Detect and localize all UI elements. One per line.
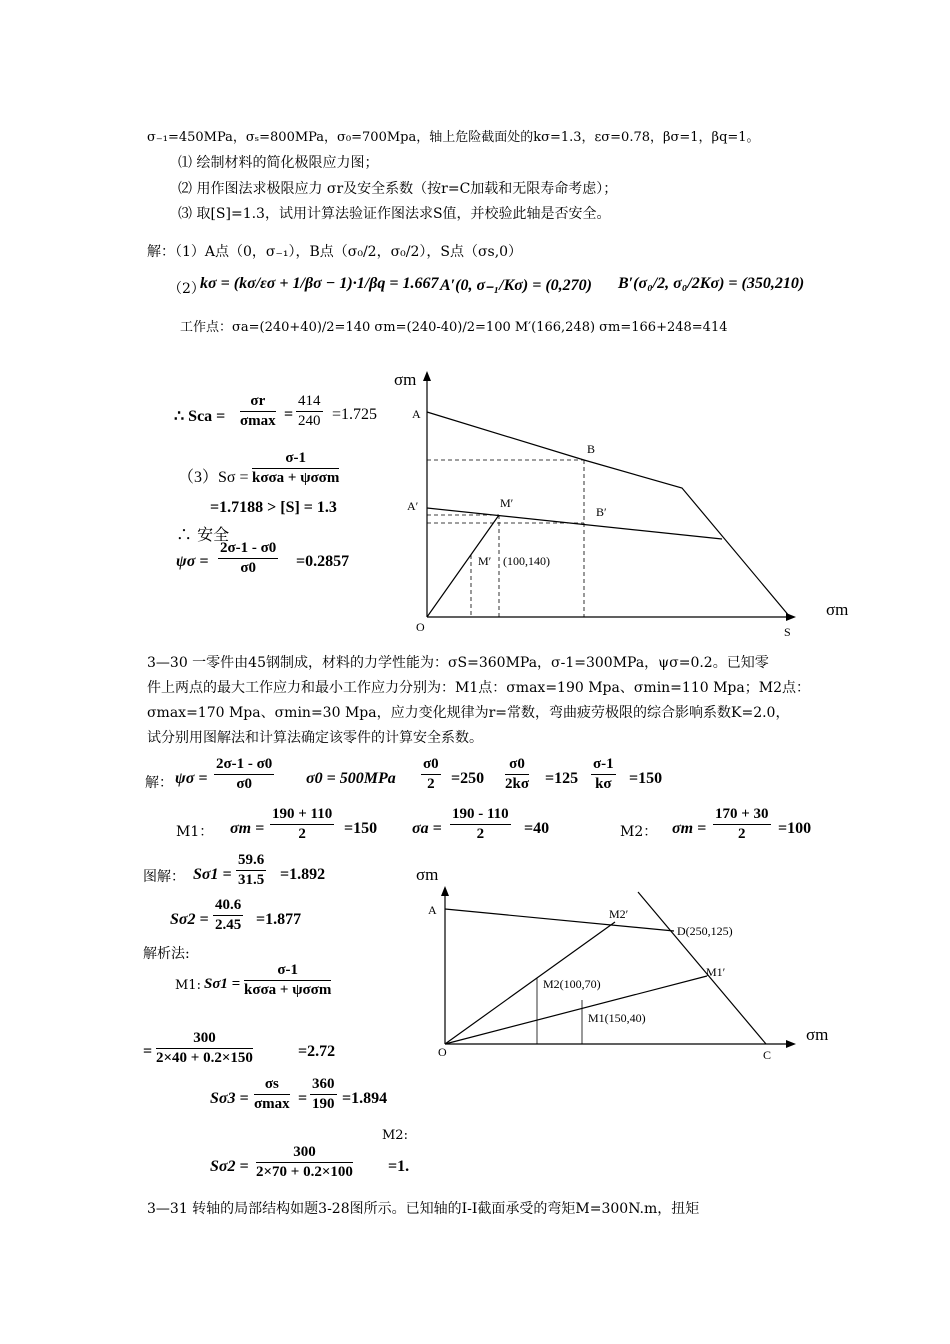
point-A-prime-label: A′ <box>407 499 419 513</box>
p2-a4-result: =1. <box>388 1158 410 1175</box>
p2-half-k-num: σ0 <box>505 756 529 775</box>
p2-a4-fraction <box>256 1144 353 1177</box>
p2-g2-result: =1.877 <box>256 911 302 928</box>
p2-line-3: σmax=170 Mpa、σmin=30 Mpa，应力变化规律为r=常数，弯曲疲劳极限的综合影响系数K=2.0， <box>147 705 790 721</box>
p2-solution-label: 解： <box>145 775 173 791</box>
p2-s1k-result: =150 <box>629 770 663 787</box>
a-prime-point: A′(0, σ₋₁/Kσ) = (0,270) <box>440 277 592 294</box>
solution-step-1: 解：（1）A点（0，σ₋₁），B点（σ₀/2，σ₀/2），S点（σs,0） <box>147 244 523 260</box>
x-axis-label: σm <box>806 1025 829 1044</box>
p2-g1-fraction <box>236 852 266 889</box>
p2-a3-fraction-2 <box>310 1076 337 1113</box>
point-C-label: C <box>763 1048 772 1062</box>
p2-a2-den: 2×40 + 0.2×150 <box>156 1050 253 1066</box>
p2-half-k-result: =125 <box>545 770 579 787</box>
psi-lhs: ψσ = <box>176 553 209 570</box>
limit-line-DC <box>638 892 766 1044</box>
work-point-line: 工作点：σa=(240+40)/2=140 σm=(240-40)/2=100 M′(166,248) σm=166+248=414 <box>180 320 728 335</box>
p2-a4-lhs: Sσ2 = <box>210 1158 249 1175</box>
sca-fraction-1 <box>240 393 276 430</box>
limit-line-AD <box>445 909 674 931</box>
p2-m1-sm-den: 2 <box>298 826 306 842</box>
p2-a4-num: 300 <box>256 1144 353 1163</box>
p2-m1-sa-fraction <box>450 806 511 843</box>
p2-line-1: 3—30 一零件由45钢制成，材料的力学性能为：σS=360MPa，σ-1=300MPa，ψσ=0.2。已知零 <box>147 655 769 671</box>
p2-a1-fraction <box>244 962 331 999</box>
p2-a3-lhs: Sσ3 = <box>210 1090 249 1107</box>
p2-g2-den: 2.45 <box>215 917 242 933</box>
p2-g1-num: 59.6 <box>236 852 266 871</box>
question-1: ⑴ 绘制材料的简化极限应力图； <box>178 155 379 171</box>
p2-graph-label: 图解： <box>143 869 185 885</box>
psi-num: 2σ-1 - σ0 <box>218 540 278 559</box>
y-axis-label: σm <box>416 865 439 884</box>
x-axis-arrow <box>786 1040 796 1048</box>
equals-sign: = <box>298 1090 308 1107</box>
p2-analytic-label: 解析法: <box>143 946 190 962</box>
limit-stress-diagram-1 <box>380 365 860 640</box>
p2-a4-clip <box>200 1142 440 1177</box>
point-M-prime-label: M′ <box>500 496 514 510</box>
p2-m1-sm-fraction <box>270 806 334 843</box>
p2-a1-lhs: Sσ1 = <box>204 976 241 992</box>
p2-m2-label: M2： <box>620 824 658 840</box>
solution-step-2-label: （2） <box>168 281 205 297</box>
p2-a4-den: 2×70 + 0.2×100 <box>256 1164 353 1177</box>
x-axis-label: σm <box>826 600 849 619</box>
sca-result: =1.725 <box>332 406 378 423</box>
y-axis-label: σm <box>394 370 417 389</box>
p2-half-fraction <box>421 756 441 793</box>
p2-m1-sa-lhs: σa = <box>412 820 442 837</box>
sca-lhs: ∴ Sca = <box>174 408 226 425</box>
p2-half-num: σ0 <box>421 756 441 775</box>
p2-a3-fraction-1 <box>254 1076 290 1113</box>
psi-result: =0.2857 <box>296 553 350 570</box>
p2-g1-result: =1.892 <box>280 866 326 883</box>
p2-line-4: 试分别用图解法和计算法确定该零件的计算安全系数。 <box>147 730 483 746</box>
y-axis-arrow <box>423 371 431 381</box>
point-M1-prime-label: M1′ <box>706 965 726 979</box>
p2-psi-fraction <box>214 756 274 793</box>
p2-a3-num-1: σs <box>254 1076 290 1095</box>
problem-given: σ₋₁=450MPa，σₛ=800MPa，σ₀=700Mpa，轴上危险截面处的kσ=1.3，εσ=0.78，βσ=1，βq=1。 <box>147 130 760 145</box>
question-3: ⑶ 取[S]=1.3，试用计算法验证作图法求S值，并校验此轴是否安全。 <box>178 206 611 222</box>
p2-a3-num-2: 360 <box>310 1076 337 1095</box>
origin-label: O <box>416 620 425 634</box>
s3-result: =1.7188 > [S] = 1.3 <box>210 499 337 516</box>
p2-s1k-den: kσ <box>595 776 612 792</box>
sca-num-2: 414 <box>296 393 323 412</box>
p2-half-k-den: 2kσ <box>505 776 530 792</box>
psi-fraction <box>218 540 278 577</box>
dashed-guides <box>427 460 584 617</box>
p2-a2-result: =2.72 <box>298 1043 336 1060</box>
b-prime-point: B′(σ₀/2, σ₀/2Kσ) = (350,210) <box>618 275 805 292</box>
point-M2-label: M2(100,70) <box>543 977 601 991</box>
point-A-label: A <box>412 407 421 421</box>
point-M-coord-label: (100,140) <box>503 554 550 568</box>
p2-m1-sm-result: =150 <box>344 820 378 837</box>
p2-a2-fraction <box>156 1030 253 1067</box>
p2-m1-sa-num: 190 - 110 <box>450 806 511 825</box>
p2-g1-lhs: Sσ1 = <box>193 866 232 883</box>
psi-den: σ0 <box>240 560 256 576</box>
point-A-label: A <box>428 903 437 917</box>
point-S-label: S <box>784 625 791 639</box>
limit-line-ApBp <box>427 508 722 539</box>
point-M1-label: M1(150,40) <box>588 1011 646 1025</box>
p2-a3-den-2: 190 <box>312 1096 335 1112</box>
point-M-prime-2-label: M′ <box>478 554 492 568</box>
sca-num-1: σr <box>240 393 276 412</box>
p2-a1-den: kσσa + ψσσm <box>244 982 332 998</box>
sca-den-1: σmax <box>240 413 276 429</box>
p2-s1k-fraction <box>591 756 616 793</box>
p2-psi-num: 2σ-1 - σ0 <box>214 756 274 775</box>
p3-line-1: 3—31 转轴的局部结构如题3-28图所示。已知轴的Ⅰ-Ⅰ截面承受的弯矩M=300N.m，扭矩 <box>147 1201 700 1217</box>
p2-a-m2-label: M2: <box>382 1128 408 1143</box>
point-B-label: B <box>587 442 596 456</box>
p2-m1-sa-den: 2 <box>476 826 485 842</box>
point-B-prime-label: B′ <box>596 505 607 519</box>
p2-m1-label: M1： <box>176 824 214 840</box>
equals-sign: = <box>143 1043 153 1060</box>
point-D-label: D(250,125) <box>677 924 733 938</box>
s3-lhs: （3）Sσ = <box>178 469 249 486</box>
p2-g2-num: 40.6 <box>213 897 243 916</box>
s3-fraction <box>252 450 339 487</box>
p2-psi-den: σ0 <box>236 776 252 792</box>
k-sigma-equation: kσ = (kσ/εσ + 1/βσ − 1)·1/βq = 1.667 <box>200 275 439 292</box>
limit-line-ABS <box>427 412 790 617</box>
p2-a1-num: σ-1 <box>244 962 331 981</box>
p2-half-den: 2 <box>427 776 435 792</box>
p2-g1-den: 31.5 <box>238 872 265 888</box>
sca-fraction-2 <box>296 393 323 430</box>
p2-m2-sm-num: 170 + 30 <box>713 806 771 825</box>
p2-m2-sm-den: 2 <box>738 826 746 842</box>
safe-conclusion: ∴ 安全 <box>176 525 230 544</box>
p2-s1k-num: σ-1 <box>591 756 616 775</box>
p2-m2-sm-fraction <box>713 806 771 843</box>
p2-a2-num: 300 <box>156 1030 253 1049</box>
p2-m1-sm-num: 190 + 110 <box>270 806 334 825</box>
p2-m1-sa-result: =40 <box>524 820 550 837</box>
origin-label: O <box>438 1045 447 1059</box>
p2-a3-den-1: σmax <box>254 1096 290 1112</box>
p2-g2-fraction <box>213 897 243 934</box>
p2-m2-sm-lhs: σm = <box>672 820 707 837</box>
s3-num: σ-1 <box>252 450 339 469</box>
question-2: ⑵ 用作图法求极限应力 σr及安全系数（按r=C加载和无限寿命考虑）； <box>178 181 618 197</box>
p2-line-2: 件上两点的最大工作应力和最小工作应力分别为：M1点：σmax=190 Mpa、σmin=110 Mpa；M2点： <box>147 680 810 696</box>
p2-half-k-fraction <box>505 756 529 793</box>
point-M2-prime-label: M2′ <box>609 907 629 921</box>
p2-g2-lhs: Sσ2 = <box>170 911 209 928</box>
p2-a-m1-label: M1: <box>175 978 201 993</box>
p2-psi-lhs: ψσ = <box>175 770 208 787</box>
p2-m1-sm-lhs: σm = <box>230 820 265 837</box>
p2-half-result: =250 <box>451 770 485 787</box>
equals-sign: = <box>284 406 294 423</box>
limit-stress-diagram-2 <box>410 860 860 1070</box>
s3-den: kσσa + ψσσm <box>252 470 340 486</box>
sca-den-2: 240 <box>298 413 321 429</box>
p2-m2-sm-result: =100 <box>778 820 812 837</box>
p2-sigma0: σ0 = 500MPa <box>306 770 396 787</box>
p2-a3-result: =1.894 <box>342 1090 388 1107</box>
y-axis-arrow <box>441 886 449 896</box>
